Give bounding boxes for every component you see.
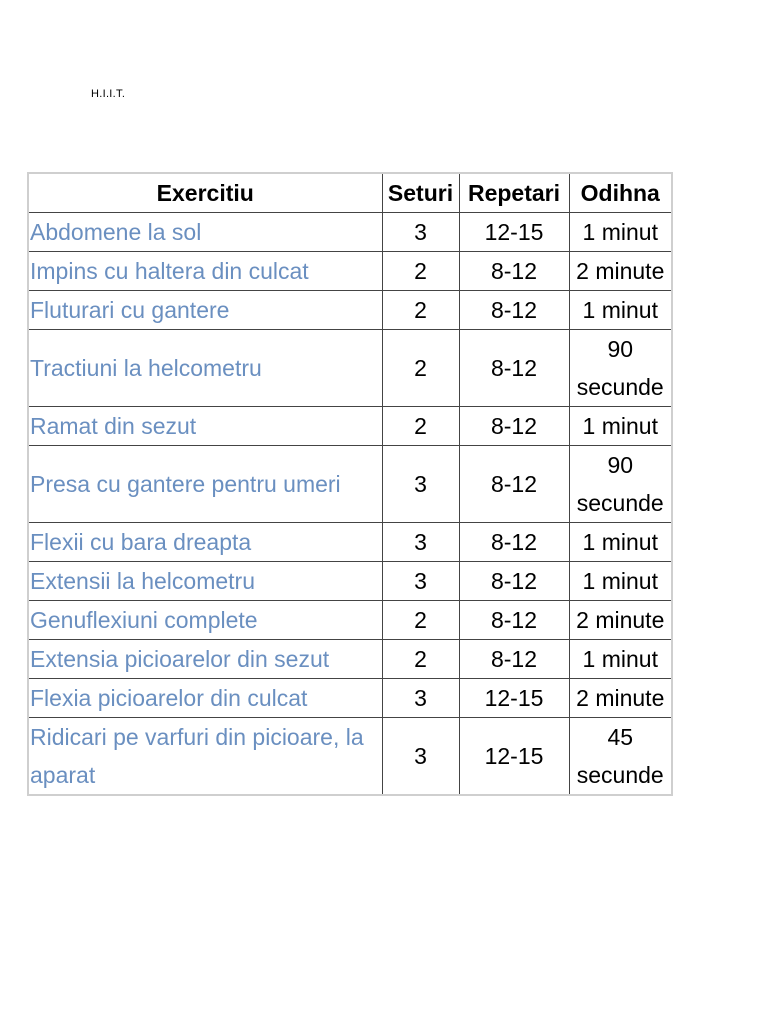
sets-cell: 2 [382,601,459,640]
table-row [28,213,672,252]
sets-cell: 3 [382,679,459,718]
reps-cell: 12-15 [459,718,569,796]
rest-cell: 2 minute [569,679,672,718]
reps-cell: 8-12 [459,640,569,679]
table-row [28,523,672,562]
sets-cell: 2 [382,640,459,679]
reps-cell: 8-12 [459,407,569,446]
table-row [28,252,672,291]
rest-cell: 90 secunde [569,446,672,523]
rest-cell: 90 secunde [569,330,672,407]
table-row [28,562,672,601]
exercise-link[interactable]: Extensia picioarelor din sezut [28,640,382,679]
exercise-link[interactable]: Ramat din sezut [28,407,382,446]
exercise-link[interactable]: Genuflexiuni complete [28,601,382,640]
exercise-link[interactable]: Flexia picioarelor din culcat [28,679,382,718]
reps-cell: 8-12 [459,252,569,291]
rest-cell: 1 minut [569,407,672,446]
rest-cell: 1 minut [569,562,672,601]
exercise-link[interactable]: Fluturari cu gantere [28,291,382,330]
reps-cell: 8-12 [459,601,569,640]
rest-cell: 1 minut [569,213,672,252]
reps-cell: 12-15 [459,679,569,718]
sets-cell: 2 [382,407,459,446]
table-row [28,407,672,446]
sets-cell: 2 [382,291,459,330]
header-rest: Odihna [569,173,672,213]
exercise-link[interactable]: Flexii cu bara dreapta [28,523,382,562]
rest-cell: 2 minute [569,252,672,291]
table-row [28,446,672,523]
table-header-row [28,173,672,213]
reps-cell: 8-12 [459,446,569,523]
exercise-link[interactable]: Impins cu haltera din culcat [28,252,382,291]
document-title: H.I.I.T. [91,88,126,100]
rest-cell: 1 minut [569,523,672,562]
sets-cell: 3 [382,446,459,523]
header-exercise: Exercitiu [28,173,382,213]
exercise-link[interactable]: Abdomene la sol [28,213,382,252]
sets-cell: 3 [382,718,459,796]
sets-cell: 2 [382,330,459,407]
reps-cell: 8-12 [459,562,569,601]
workout-table [27,172,673,796]
table-row [28,679,672,718]
sets-cell: 3 [382,562,459,601]
reps-cell: 8-12 [459,291,569,330]
reps-cell: 12-15 [459,213,569,252]
table-row [28,291,672,330]
exercise-link[interactable]: Ridicari pe varfuri din picioare, la aparat [28,718,382,796]
exercise-link[interactable]: Tractiuni la helcometru [28,330,382,407]
rest-cell: 2 minute [569,601,672,640]
sets-cell: 3 [382,213,459,252]
table-row [28,601,672,640]
rest-cell: 1 minut [569,291,672,330]
table-row [28,330,672,407]
rest-cell: 45 secunde [569,718,672,796]
reps-cell: 8-12 [459,330,569,407]
table-row [28,718,672,796]
exercise-link[interactable]: Extensii la helcometru [28,562,382,601]
table-body [28,213,672,796]
header-reps: Repetari [459,173,569,213]
header-sets: Seturi [382,173,459,213]
reps-cell: 8-12 [459,523,569,562]
table-row [28,640,672,679]
exercise-link[interactable]: Presa cu gantere pentru umeri [28,446,382,523]
sets-cell: 2 [382,252,459,291]
sets-cell: 3 [382,523,459,562]
rest-cell: 1 minut [569,640,672,679]
